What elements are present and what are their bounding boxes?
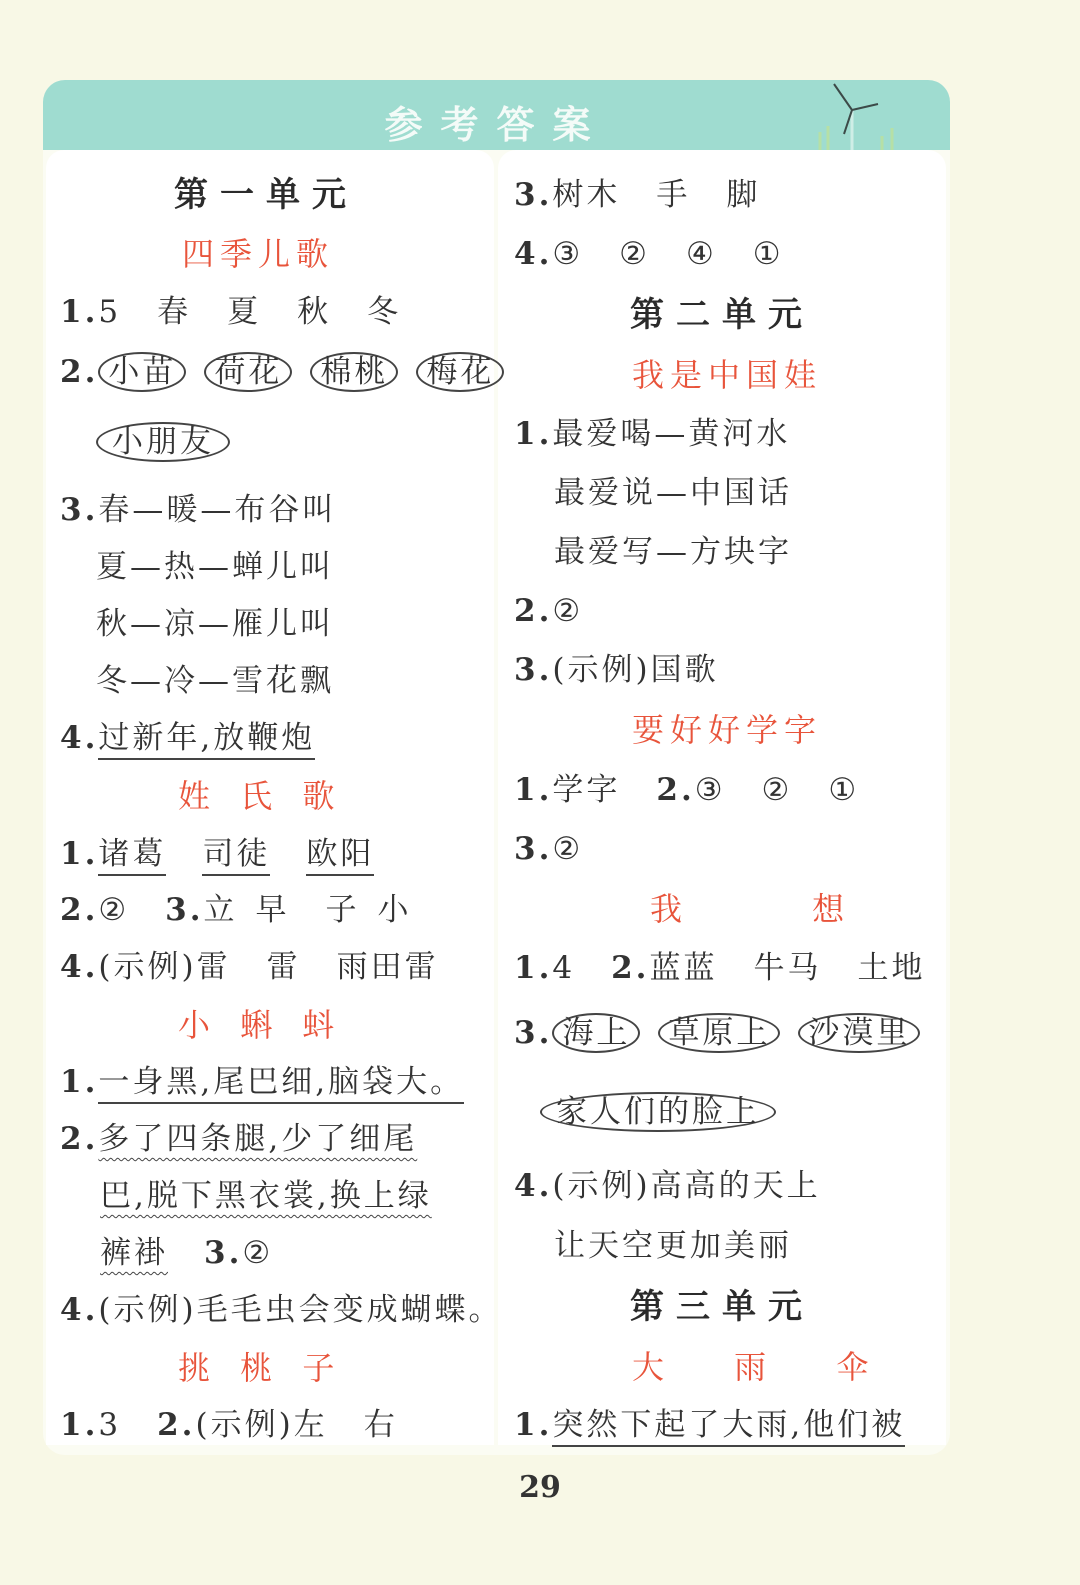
answer-line: 3.② xyxy=(514,831,584,867)
circled-answer: 梅花 xyxy=(416,352,504,392)
answer-line: 1.诸葛 司徒 欧阳 xyxy=(60,834,374,874)
answer-line: 夏—热—蝉儿叫 xyxy=(96,549,334,585)
answer-line: 巴,脱下黑衣裳,换上绿 xyxy=(100,1178,432,1214)
circled-answer: 沙漠里 xyxy=(798,1013,920,1053)
lesson-title: 姓 氏 歌 xyxy=(178,777,345,815)
answer-line: 4.(示例)毛毛虫会变成蝴蝶。 xyxy=(60,1292,503,1328)
answer-line: 3.春—暖—布谷叫 xyxy=(60,492,337,528)
answer-line: 3.(示例)国歌 xyxy=(514,652,719,688)
page-title: 参考答案 xyxy=(384,103,609,147)
answer-line: 1.一身黑,尾巴细,脑袋大。 xyxy=(60,1062,464,1102)
circled-answer: 棉桃 xyxy=(310,352,398,392)
answer-line: 1.3 2.(示例)左 右 xyxy=(60,1407,398,1443)
answer-line: 最爱写—方块字 xyxy=(554,534,792,570)
unit-title: 第一单元 xyxy=(174,175,358,215)
answer-line: 2.② 3.立 早 子 小 xyxy=(60,892,412,928)
answer-line: 冬—冷—雪花飘 xyxy=(96,663,334,699)
lesson-title: 我是中国娃 xyxy=(632,356,823,394)
circled-answer: 家人们的脸上 xyxy=(540,1092,776,1132)
answer-line: 1.5 春 夏 秋 冬 xyxy=(60,294,402,330)
answer-line: 秋—凉—雁儿叫 xyxy=(96,606,334,642)
answer-line: 裤褂 3.② xyxy=(100,1235,274,1271)
circled-answer: 荷花 xyxy=(204,352,292,392)
circled-answer: 草原上 xyxy=(658,1013,780,1053)
lesson-title: 挑 桃 子 xyxy=(178,1349,345,1387)
answer-line: 2.② xyxy=(514,593,584,629)
answer-line: 1.4 2.蓝蓝 牛马 土地 xyxy=(514,950,926,986)
answer-line: 1.最爱喝—黄河水 xyxy=(514,416,791,452)
lesson-title: 要好好学字 xyxy=(632,711,823,749)
lesson-title: 大 雨 伞 xyxy=(632,1348,899,1386)
answer-line: 4.③ ② ④ ① xyxy=(514,236,784,272)
circled-answer: 小朋友 xyxy=(96,422,230,462)
answer-line: 1.学字 2.③ ② ① xyxy=(514,772,860,808)
windmill-icon xyxy=(812,80,922,150)
circled-answer: 小苗 xyxy=(98,352,186,392)
circled-answer: 海上 xyxy=(552,1013,640,1053)
lesson-title: 四季儿歌 xyxy=(182,235,335,273)
unit-title: 第三单元 xyxy=(630,1287,814,1327)
answer-line xyxy=(96,422,230,462)
answer-line: 4.(示例)高高的天上 xyxy=(514,1168,821,1204)
answer-line: 4.(示例)雷 雷 雨田雷 xyxy=(60,949,439,985)
page-number: 29 xyxy=(519,1470,561,1505)
lesson-title: 小 蝌 蚪 xyxy=(178,1006,345,1044)
header-banner xyxy=(43,80,950,150)
answer-line: 2. 小苗 荷花 棉桃 梅花 xyxy=(60,352,504,392)
answer-line: 3. 海上 草原上 沙漠里 xyxy=(514,1013,920,1053)
lesson-title: 我 想 xyxy=(650,890,905,928)
answer-line: 1.突然下起了大雨,他们被 xyxy=(514,1405,905,1445)
answer-line: 2.多了四条腿,少了细尾 xyxy=(60,1121,418,1157)
answer-line: 最爱说—中国话 xyxy=(554,475,792,511)
answer-line: 4.过新年,放鞭炮 xyxy=(60,718,315,758)
answer-line xyxy=(540,1092,776,1132)
answer-line: 让天空更加美丽 xyxy=(554,1228,792,1264)
answer-line: 3.树木 手 脚 xyxy=(514,177,761,213)
unit-title: 第二单元 xyxy=(630,295,814,335)
